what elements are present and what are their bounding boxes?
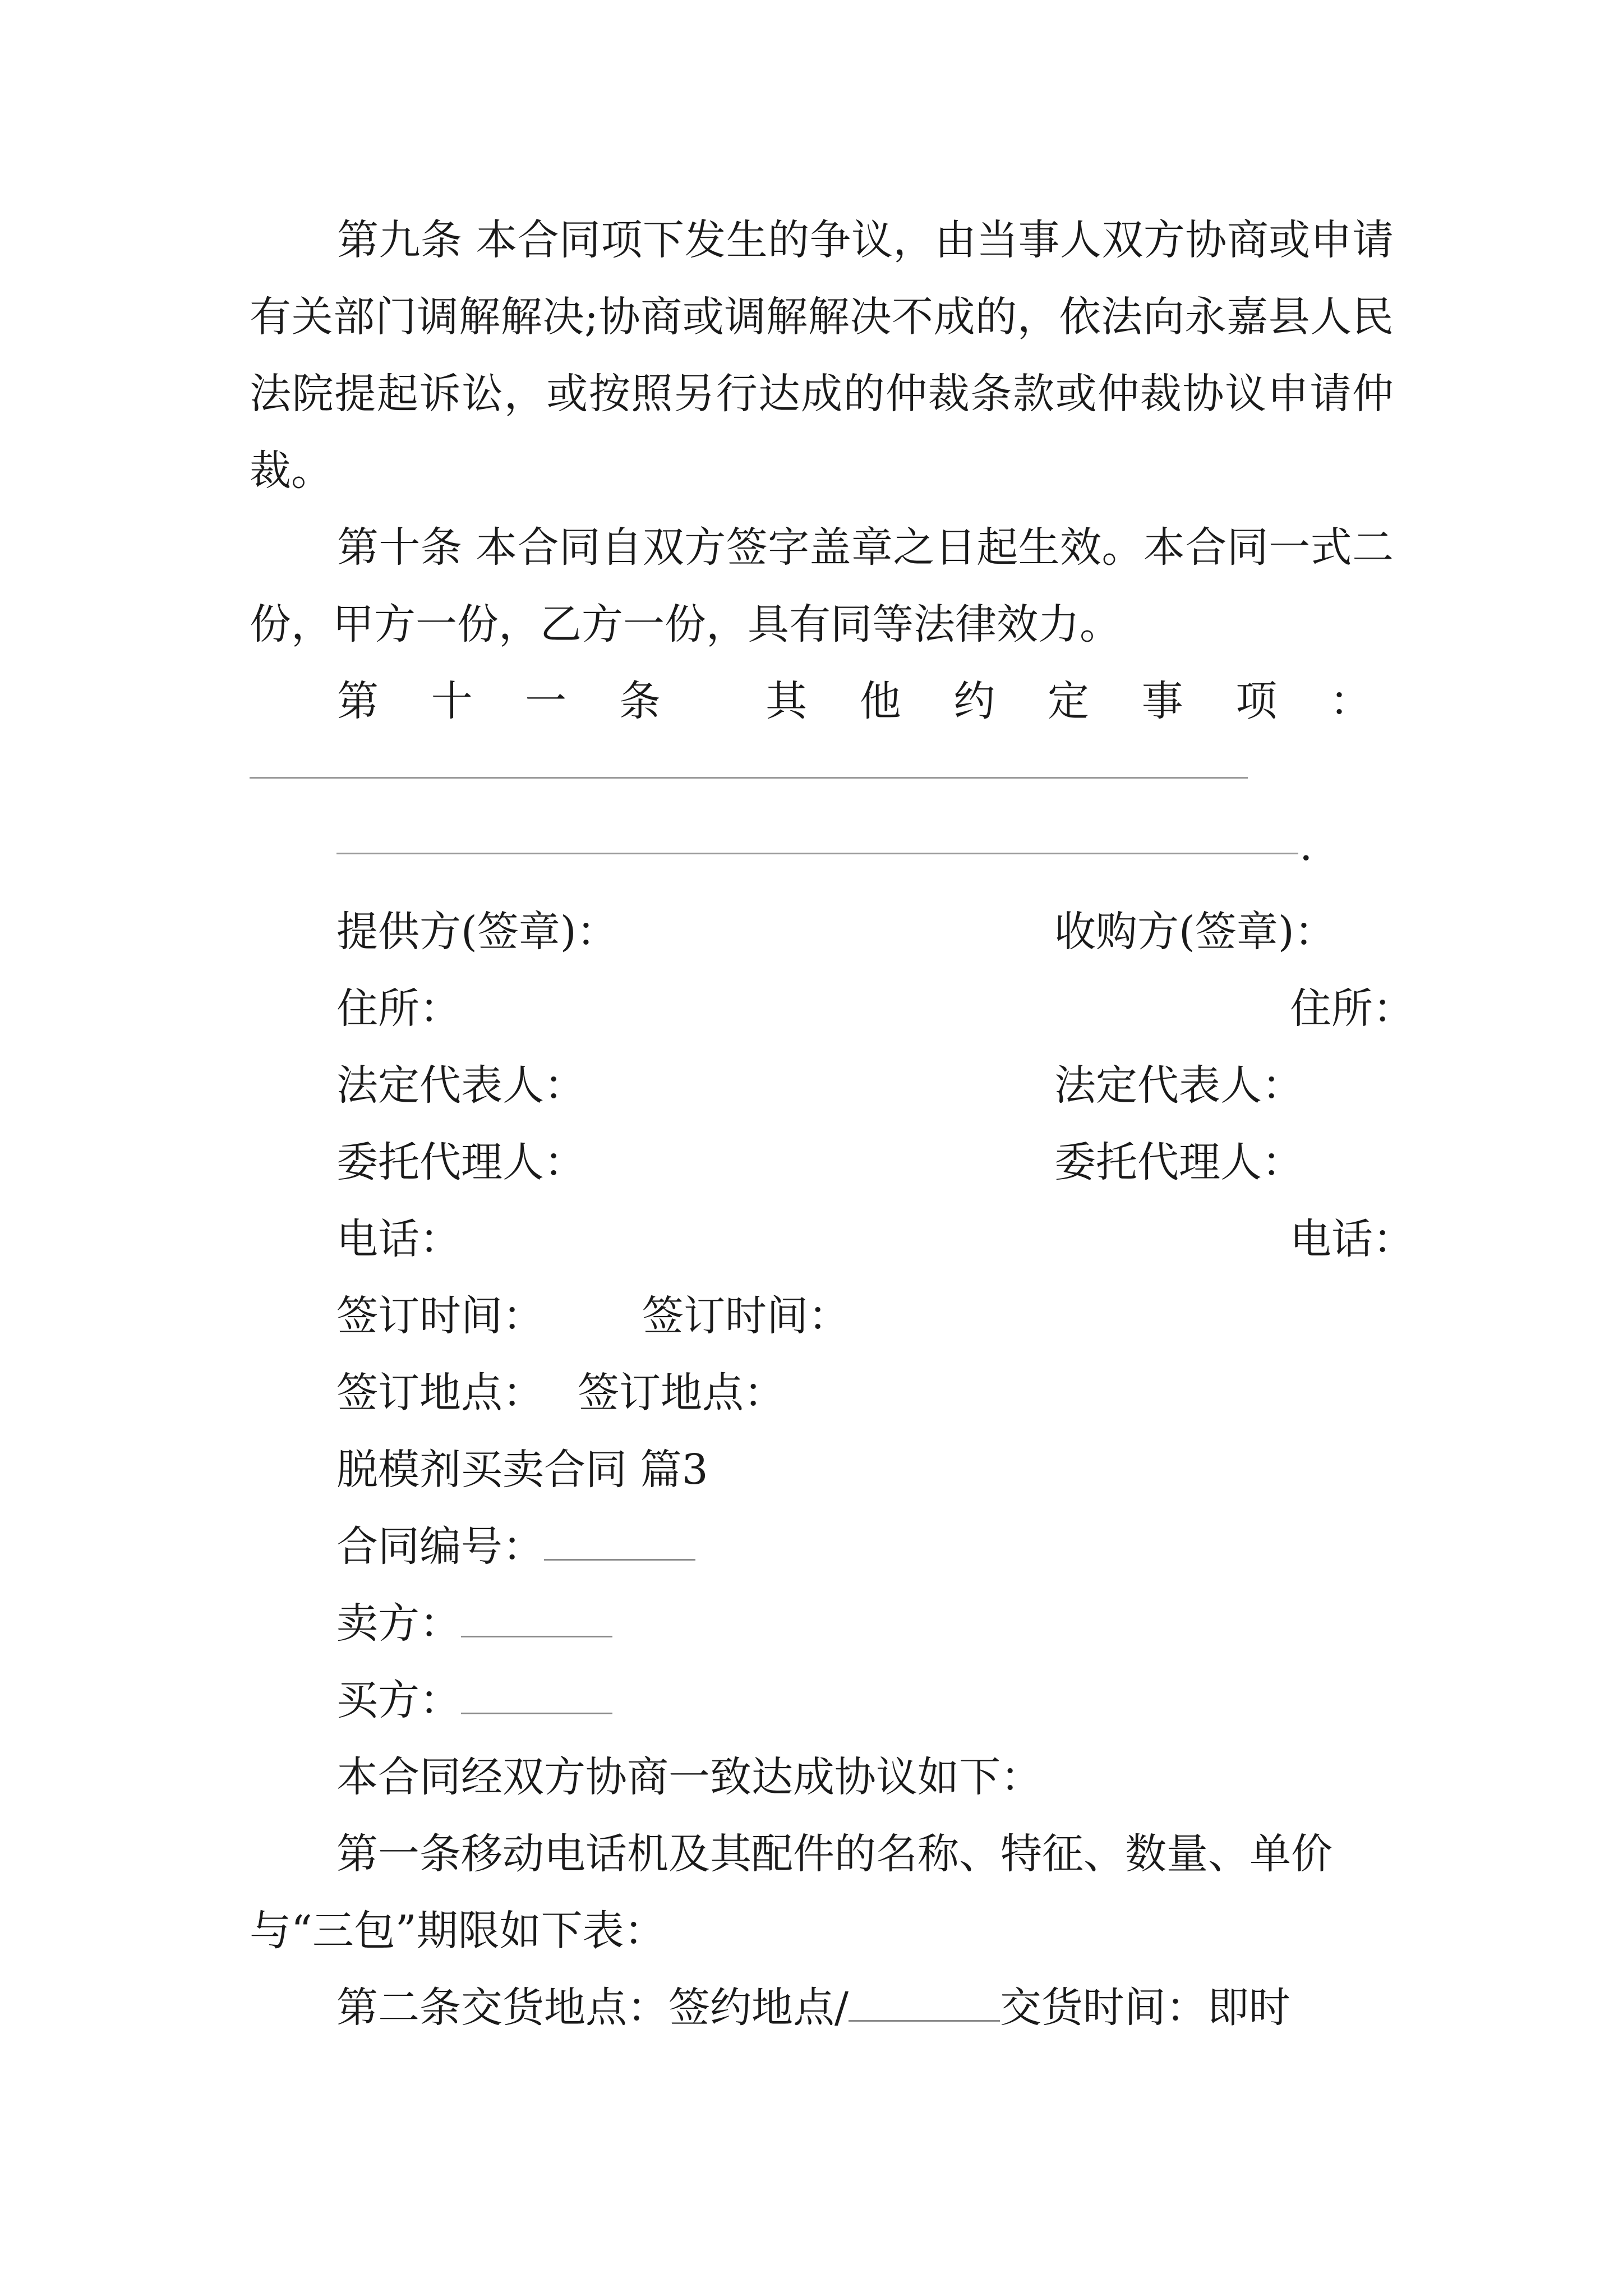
address-right-label: 住所： bbox=[1290, 984, 1414, 1033]
article-11-char: 他 bbox=[859, 677, 901, 725]
legal-rep-right-label: 法定代表人： bbox=[1054, 1061, 1303, 1110]
article-10-paragraph: 第十条 本合同自双方签字盖章之日起生效。本合同一式二份，甲方一份，乙方一份，具有同等法律效力。 bbox=[250, 523, 1394, 648]
address-left-label: 住所： bbox=[336, 984, 461, 1033]
seller-label: 卖方： bbox=[336, 1599, 461, 1648]
article-11-char: 条 bbox=[619, 677, 661, 725]
blank-end-period: . bbox=[1299, 822, 1313, 870]
article-2-delivery-place: 第二条交货地点：签约地点/ bbox=[336, 1984, 849, 2032]
article-1-line-2: 与“三包”期限如下表： bbox=[250, 1907, 666, 1955]
buyer-seal-label: 收购方(签章)： bbox=[1054, 908, 1336, 956]
seller-row bbox=[336, 1585, 612, 1662]
seller-blank bbox=[461, 1601, 612, 1637]
sign-place-left-label: 签订地点： bbox=[336, 1369, 544, 1417]
article-11-char: 约 bbox=[953, 677, 995, 725]
contract-3-title: 脱模剂买卖合同 篇3 bbox=[336, 1446, 708, 1494]
article-11-char: 其 bbox=[766, 677, 808, 725]
contract-number-row bbox=[336, 1508, 695, 1585]
article-11-char: 第 bbox=[337, 677, 379, 725]
sign-time-left-label: 签订时间： bbox=[336, 1292, 544, 1340]
provider-seal-label: 提供方(签章)： bbox=[336, 908, 618, 956]
article-11-char: 一 bbox=[525, 677, 567, 725]
agent-right-label: 委托代理人： bbox=[1054, 1138, 1303, 1186]
blank-line-2 bbox=[336, 853, 1298, 854]
buyer-row bbox=[336, 1662, 612, 1739]
agent-left-label: 委托代理人： bbox=[336, 1138, 585, 1186]
article-11-heading bbox=[250, 663, 1394, 740]
sign-time-right-label: 签订时间： bbox=[642, 1292, 850, 1340]
phone-left-label: 电话： bbox=[336, 1215, 461, 1263]
article-2-delivery-time: 交货时间：即时 bbox=[999, 1984, 1290, 2032]
article-11-char: ： bbox=[1329, 677, 1371, 725]
article-11-char: 事 bbox=[1141, 677, 1183, 725]
contract-number-label: 合同编号： bbox=[336, 1522, 544, 1571]
phone-right-label: 电话： bbox=[1290, 1215, 1414, 1263]
article-2-line bbox=[336, 1970, 1290, 2046]
article-1-line-1: 第一条移动电话机及其配件的名称、特征、数量、单价 bbox=[336, 1830, 1332, 1878]
article-11-char: 定 bbox=[1048, 677, 1089, 725]
article-9-paragraph: 第九条 本合同项下发生的争议，由当事人双方协商或申请有关部门调解解决;协商或调解解决不成的，依法向永嘉县人民法院提起诉讼，或按照另行达成的仲裁条款或仲裁协议申请仲裁。 bbox=[250, 216, 1394, 495]
article-11-char: 十 bbox=[431, 677, 473, 725]
buyer-label: 买方： bbox=[336, 1676, 461, 1724]
contract-intro: 本合同经双方协商一致达成协议如下： bbox=[336, 1753, 1042, 1801]
buyer-blank bbox=[461, 1678, 612, 1714]
legal-rep-left-label: 法定代表人： bbox=[336, 1061, 585, 1110]
sign-place-right-label: 签订地点： bbox=[578, 1369, 785, 1417]
article-11-char: 项 bbox=[1235, 677, 1278, 725]
article-2-blank bbox=[849, 1985, 1000, 2022]
blank-line-1 bbox=[250, 777, 1248, 779]
contract-number-blank bbox=[544, 1524, 695, 1561]
